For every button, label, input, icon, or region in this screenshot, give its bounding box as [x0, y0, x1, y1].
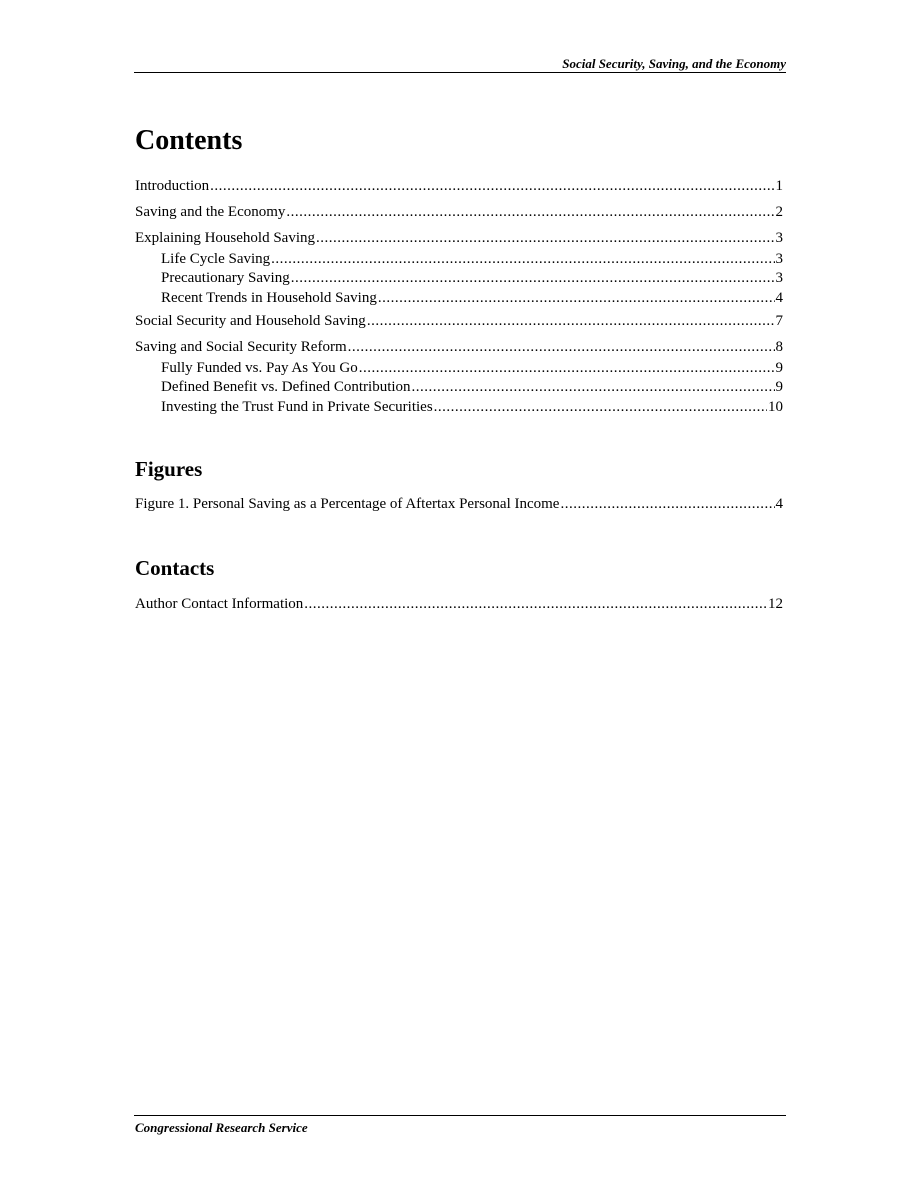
toc-entry-page: 9 — [775, 360, 783, 376]
toc-entry-title: Figure 1. Personal Saving as a Percentage of Aftertax Personal Income — [135, 496, 560, 512]
toc-entry-recent-trends[interactable] — [161, 289, 783, 307]
toc-leader-dots — [359, 359, 775, 377]
toc-leader-dots — [316, 229, 775, 247]
toc-entry-title: Defined Benefit vs. Defined Contribution — [161, 379, 411, 395]
toc-entry-author-contact[interactable] — [135, 595, 783, 613]
toc-leader-dots — [378, 289, 775, 307]
toc-entry-title: Recent Trends in Household Saving — [161, 290, 377, 306]
toc-entry-title: Fully Funded vs. Pay As You Go — [161, 360, 358, 376]
toc-leader-dots — [291, 269, 775, 287]
running-header: Social Security, Saving, and the Economy — [562, 56, 786, 71]
toc-leader-dots — [560, 495, 774, 513]
toc-entry-life-cycle-saving[interactable] — [161, 250, 783, 268]
toc-entry-fully-funded[interactable] — [161, 359, 783, 377]
toc-entry-page: 12 — [768, 596, 783, 612]
toc-entry-saving-social-security-reform[interactable] — [135, 338, 783, 356]
toc-entry-title: Saving and Social Security Reform — [135, 339, 347, 355]
toc-entry-page: 3 — [775, 270, 783, 286]
toc-entry-investing-trust-fund[interactable] — [161, 398, 783, 416]
toc-entry-page: 3 — [775, 230, 783, 246]
toc-leader-dots — [348, 338, 775, 356]
toc-entry-title: Social Security and Household Saving — [135, 313, 366, 329]
contacts-heading: Contacts — [135, 556, 215, 580]
toc-leader-dots — [367, 312, 775, 330]
toc-entry-page: 10 — [768, 399, 783, 415]
toc-entry-figure-1[interactable] — [135, 495, 783, 513]
header-rule — [134, 72, 786, 73]
toc-entry-page: 1 — [775, 178, 783, 194]
toc-entry-page: 9 — [775, 379, 783, 395]
toc-entry-defined-benefit[interactable] — [161, 378, 783, 396]
toc-entry-page: 4 — [775, 290, 783, 306]
toc-entry-title: Life Cycle Saving — [161, 251, 271, 267]
toc-entry-title: Saving and the Economy — [135, 204, 286, 220]
toc-entry-precautionary-saving[interactable] — [161, 269, 783, 287]
toc-leader-dots — [286, 203, 774, 221]
toc-leader-dots — [210, 177, 774, 195]
toc-entry-title: Introduction — [135, 178, 210, 194]
toc-entry-saving-and-the-economy[interactable] — [135, 203, 783, 221]
toc-entry-title: Precautionary Saving — [161, 270, 290, 286]
toc-entry-page: 8 — [775, 339, 783, 355]
running-footer: Congressional Research Service — [135, 1120, 308, 1135]
toc-leader-dots — [412, 378, 775, 396]
figures-heading: Figures — [135, 457, 203, 481]
toc-entry-page: 2 — [775, 204, 783, 220]
toc-entry-page: 4 — [775, 496, 783, 512]
toc-leader-dots — [271, 250, 774, 268]
footer-rule — [134, 1115, 786, 1116]
toc-entry-introduction[interactable] — [135, 177, 783, 195]
toc-entry-page: 7 — [775, 313, 783, 329]
toc-entry-explaining-household-saving[interactable] — [135, 229, 783, 247]
contents-heading: Contents — [135, 125, 243, 156]
toc-entry-page: 3 — [775, 251, 783, 267]
toc-leader-dots — [434, 398, 767, 416]
toc-leader-dots — [304, 595, 767, 613]
toc-entry-title: Author Contact Information — [135, 596, 304, 612]
toc-entry-social-security-household-saving[interactable] — [135, 312, 783, 330]
toc-entry-title: Explaining Household Saving — [135, 230, 315, 246]
toc-entry-title: Investing the Trust Fund in Private Securities — [161, 399, 433, 415]
